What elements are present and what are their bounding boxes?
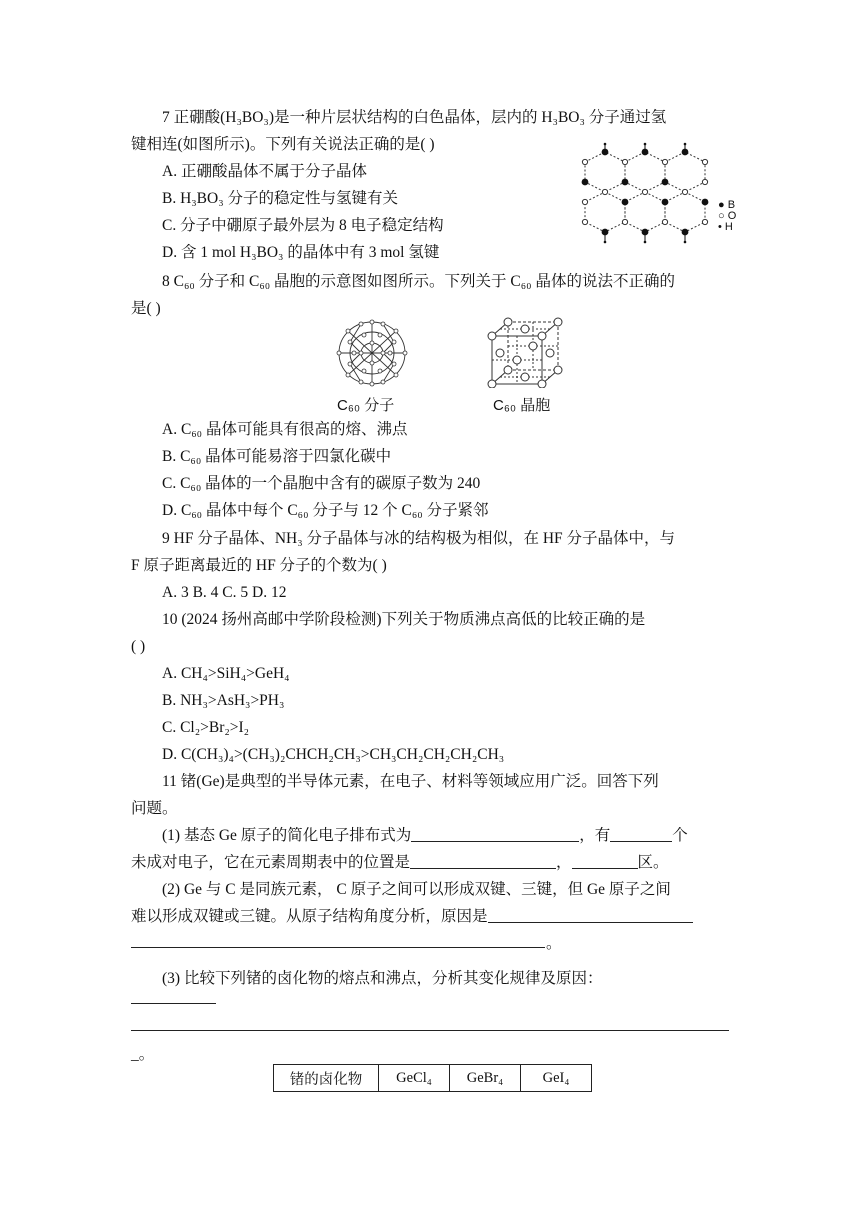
q11-part3-line1: (3) 比较下列锗的卤化物的熔点和沸点，分析其变化规律及原因： [162, 970, 603, 987]
q7-option-d[interactable]: D. 含 1 mol H₃BO₃ 的晶体中有 3 mol 氢键 [162, 244, 440, 261]
unpaired-electrons-blank[interactable] [610, 826, 672, 842]
q11-part1-line1 [162, 826, 688, 846]
q11-part1-text-d: 未成对电子，它在元素周期表中的位置是 [131, 854, 411, 871]
table-cell-gecl4: GeCl₄ [379, 1065, 450, 1092]
legend-oxygen: ○ O [718, 210, 737, 222]
periodic-position-blank[interactable] [410, 853, 556, 869]
q11-part1-text-b: ，有 [579, 827, 611, 844]
q11-part3-end: _。 [131, 1046, 155, 1063]
q7-option-c[interactable]: C. 分子中硼原子最外层为 8 电子稳定结构 [162, 217, 444, 234]
q10-option-d[interactable]: D. C(CH₃)₄>(CH₃)₂CHCH₂CH₃>CH₃CH₂CH₂CH₂CH₃ [162, 746, 505, 763]
germanium-halide-table [273, 1064, 592, 1092]
q11-part2-end: 。 [546, 935, 562, 952]
q10-option-b[interactable]: B. NH₃>AsH₃>PH₃ [162, 692, 285, 709]
electron-config-blank[interactable] [411, 826, 579, 842]
q11-part1-text-e: ， [556, 854, 572, 871]
table-cell-gei4: GeI₄ [521, 1065, 592, 1092]
reason-blank-1[interactable] [488, 907, 693, 923]
boric-acid-structure-figure [565, 140, 715, 252]
q7-option-b[interactable]: B. H₃BO₃ 分子的稳定性与氢键有关 [162, 190, 398, 207]
q11-part2-text: 难以形成双键或三键。从原子结构角度分析，原因是 [131, 908, 488, 925]
q10-option-a[interactable]: A. CH₄>SiH₄>GeH₄ [162, 665, 290, 682]
q11-part1-line2 [131, 853, 669, 873]
c60-molecule-caption: C₆₀ 分子 [337, 397, 395, 414]
table-header-cell: 锗的卤化物 [274, 1065, 379, 1092]
q8-option-b[interactable]: B. C₆₀ 晶体可能易溶于四氯化碳中 [162, 448, 392, 465]
c60-unit-cell-figure [486, 316, 566, 388]
trend-blank-1[interactable] [131, 1003, 216, 1004]
q10-option-c[interactable]: C. Cl₂>Br₂>I₂ [162, 719, 250, 736]
q11-stem-line2: 问题。 [131, 800, 178, 817]
q11-stem-line1: 11 锗(Ge)是典型的半导体元素，在电子、材料等领域应用广泛。回答下列 [162, 773, 659, 790]
q11-part1-text-c: 个 [672, 827, 688, 844]
q8-option-a[interactable]: A. C₆₀ 晶体可能具有很高的熔、沸点 [162, 421, 408, 438]
q10-stem-line2: ( ) [131, 638, 146, 655]
q7-stem-line2: 键相连(如图所示)。下列有关说法正确的是( ) [131, 136, 435, 153]
q10-stem-line1: 10 (2024 扬州高邮中学阶段检测)下列关于物质沸点高低的比较正确的是 [162, 611, 646, 628]
legend-hydrogen: • H [718, 221, 733, 233]
c60-unit-cell-caption: C₆₀ 晶胞 [493, 397, 551, 414]
q8-option-d[interactable]: D. C₆₀ 晶体中每个 C₆₀ 分子与 12 个 C₆₀ 分子紧邻 [162, 502, 489, 519]
table-cell-gebr4: GeBr₄ [450, 1065, 521, 1092]
q11-part1-text-f: 区。 [637, 854, 669, 871]
boric-acid-legend [718, 200, 736, 233]
block-blank[interactable] [572, 853, 638, 869]
q8-option-c[interactable]: C. C₆₀ 晶体的一个晶胞中含有的碳原子数为 240 [162, 475, 481, 492]
q11-part2-line1: (2) Ge 与 C 是同族元素， C 原子之间可以形成双键、三键，但 Ge 原子之间 [162, 881, 671, 898]
reason-blank-2[interactable] [131, 947, 545, 948]
q8-stem-line1: 8 C₆₀ 分子和 C₆₀ 晶胞的示意图如图所示。下列关于 C₆₀ 晶体的说法不正确的 [162, 273, 675, 290]
q7-stem-line1: 7 正硼酸(H₃BO₃)是一种片层状结构的白色晶体，层内的 H₃BO₃ 分子通过氢 [162, 109, 667, 126]
q11-part1-text-a: (1) 基态 Ge 原子的简化电子排布式为 [162, 827, 412, 844]
q9-options[interactable]: A. 3 B. 4 C. 5 D. 12 [162, 584, 287, 601]
q9-stem-line1: 9 HF 分子晶体、NH₃ 分子晶体与冰的结构极为相似，在 HF 分子晶体中，与 [162, 530, 676, 547]
q11-part2-line2 [131, 907, 693, 927]
q8-stem-line2: 是( ) [131, 300, 161, 317]
legend-boron: ● B [718, 199, 736, 211]
c60-molecule-figure [334, 318, 410, 388]
trend-blank-2[interactable] [131, 1030, 729, 1031]
table-row [274, 1065, 592, 1092]
q7-option-a[interactable]: A. 正硼酸晶体不属于分子晶体 [162, 163, 367, 180]
q9-stem-line2: F 原子距离最近的 HF 分子的个数为( ) [131, 557, 387, 574]
